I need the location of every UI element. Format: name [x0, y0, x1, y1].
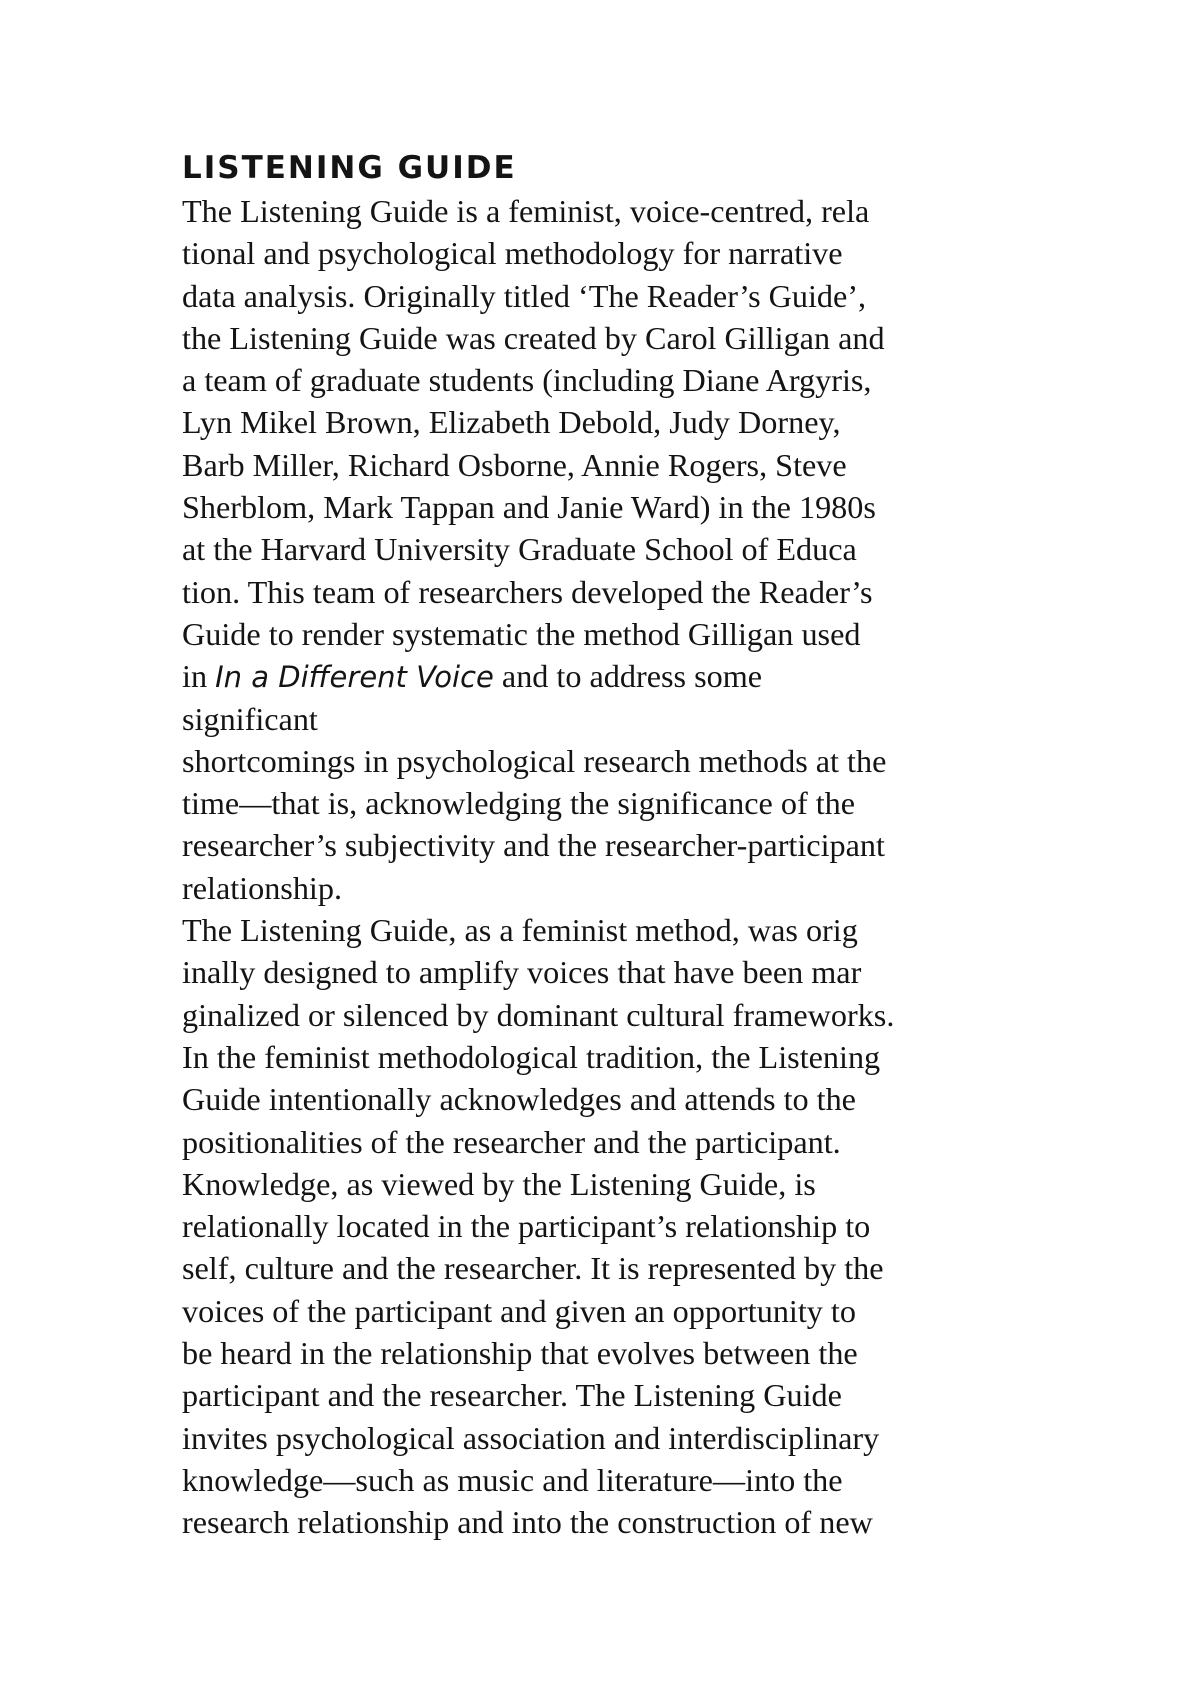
text-line: ginalized or silenced by dominant cultural frameworks. — [182, 996, 895, 1033]
text-line: The Listening Guide, as a feminist method, was orig — [182, 912, 858, 949]
text-line: The Listening Guide is a feminist, voice-centred, rela — [182, 193, 870, 229]
text-line: shortcomings in psychological research methods at the — [182, 742, 887, 779]
text-line: relationally located in the participant’s relationship to — [182, 1208, 871, 1245]
text-line: data analysis. Originally titled ‘The Reader’s Guide’, — [182, 277, 867, 314]
text-line: Sherblom, Mark Tappan and Janie Ward) in the 1980s — [182, 489, 876, 526]
text-line: a team of graduate students (including Diane Argyris, — [182, 362, 872, 399]
text-line: In the feminist methodological tradition, the Listening — [182, 1038, 881, 1075]
text-line-with-title — [182, 655, 1022, 697]
text-line: Barb Miller, Richard Osborne, Annie Rogers, Steve — [182, 446, 847, 483]
text-line: Guide to render systematic the method Gilligan used — [182, 615, 861, 652]
text-line: Lyn Mikel Brown, Elizabeth Debold, Judy Dorney, — [182, 404, 841, 441]
text-line: inally designed to amplify voices that have been mar — [182, 954, 862, 991]
text-line: knowledge—such as music and literature—into the — [182, 1461, 843, 1498]
book-title: In a Different Voice — [215, 660, 494, 695]
text-line: be heard in the relationship that evolves between the — [182, 1335, 858, 1372]
body-text — [182, 190, 1022, 1544]
text-line: research relationship and into the construction of new — [182, 1504, 873, 1541]
text-line: positionalities of the researcher and the participant. — [182, 1123, 841, 1160]
text-fragment: and to address some — [493, 658, 763, 695]
text-line: tion. This team of researchers developed the Reader’s — [182, 573, 873, 610]
section-heading: LISTENING GUIDE — [182, 150, 517, 186]
text-line: at the Harvard University Graduate School of Educa — [182, 531, 857, 568]
text-fragment: in — [182, 658, 216, 695]
text-line: tional and psychological methodology for narrative — [182, 235, 843, 272]
text-line: the Listening Guide was created by Carol Gilligan and — [182, 319, 885, 356]
text-line: Knowledge, as viewed by the Listening Guide, is — [182, 1165, 816, 1202]
text-line: significant — [182, 700, 318, 737]
text-line: self, culture and the researcher. It is represented by the — [182, 1250, 884, 1287]
text-line: Guide intentionally acknowledges and attends to the — [182, 1081, 856, 1118]
text-line: relationship. — [182, 869, 343, 906]
text-line: participant and the researcher. The Listening Guide — [182, 1377, 842, 1414]
text-line: invites psychological association and interdisciplinary — [182, 1419, 880, 1456]
text-line: voices of the participant and given an opportunity to — [182, 1292, 856, 1329]
text-line: time—that is, acknowledging the significance of the — [182, 785, 856, 822]
text-line: researcher’s subjectivity and the researcher-participant — [182, 827, 885, 864]
